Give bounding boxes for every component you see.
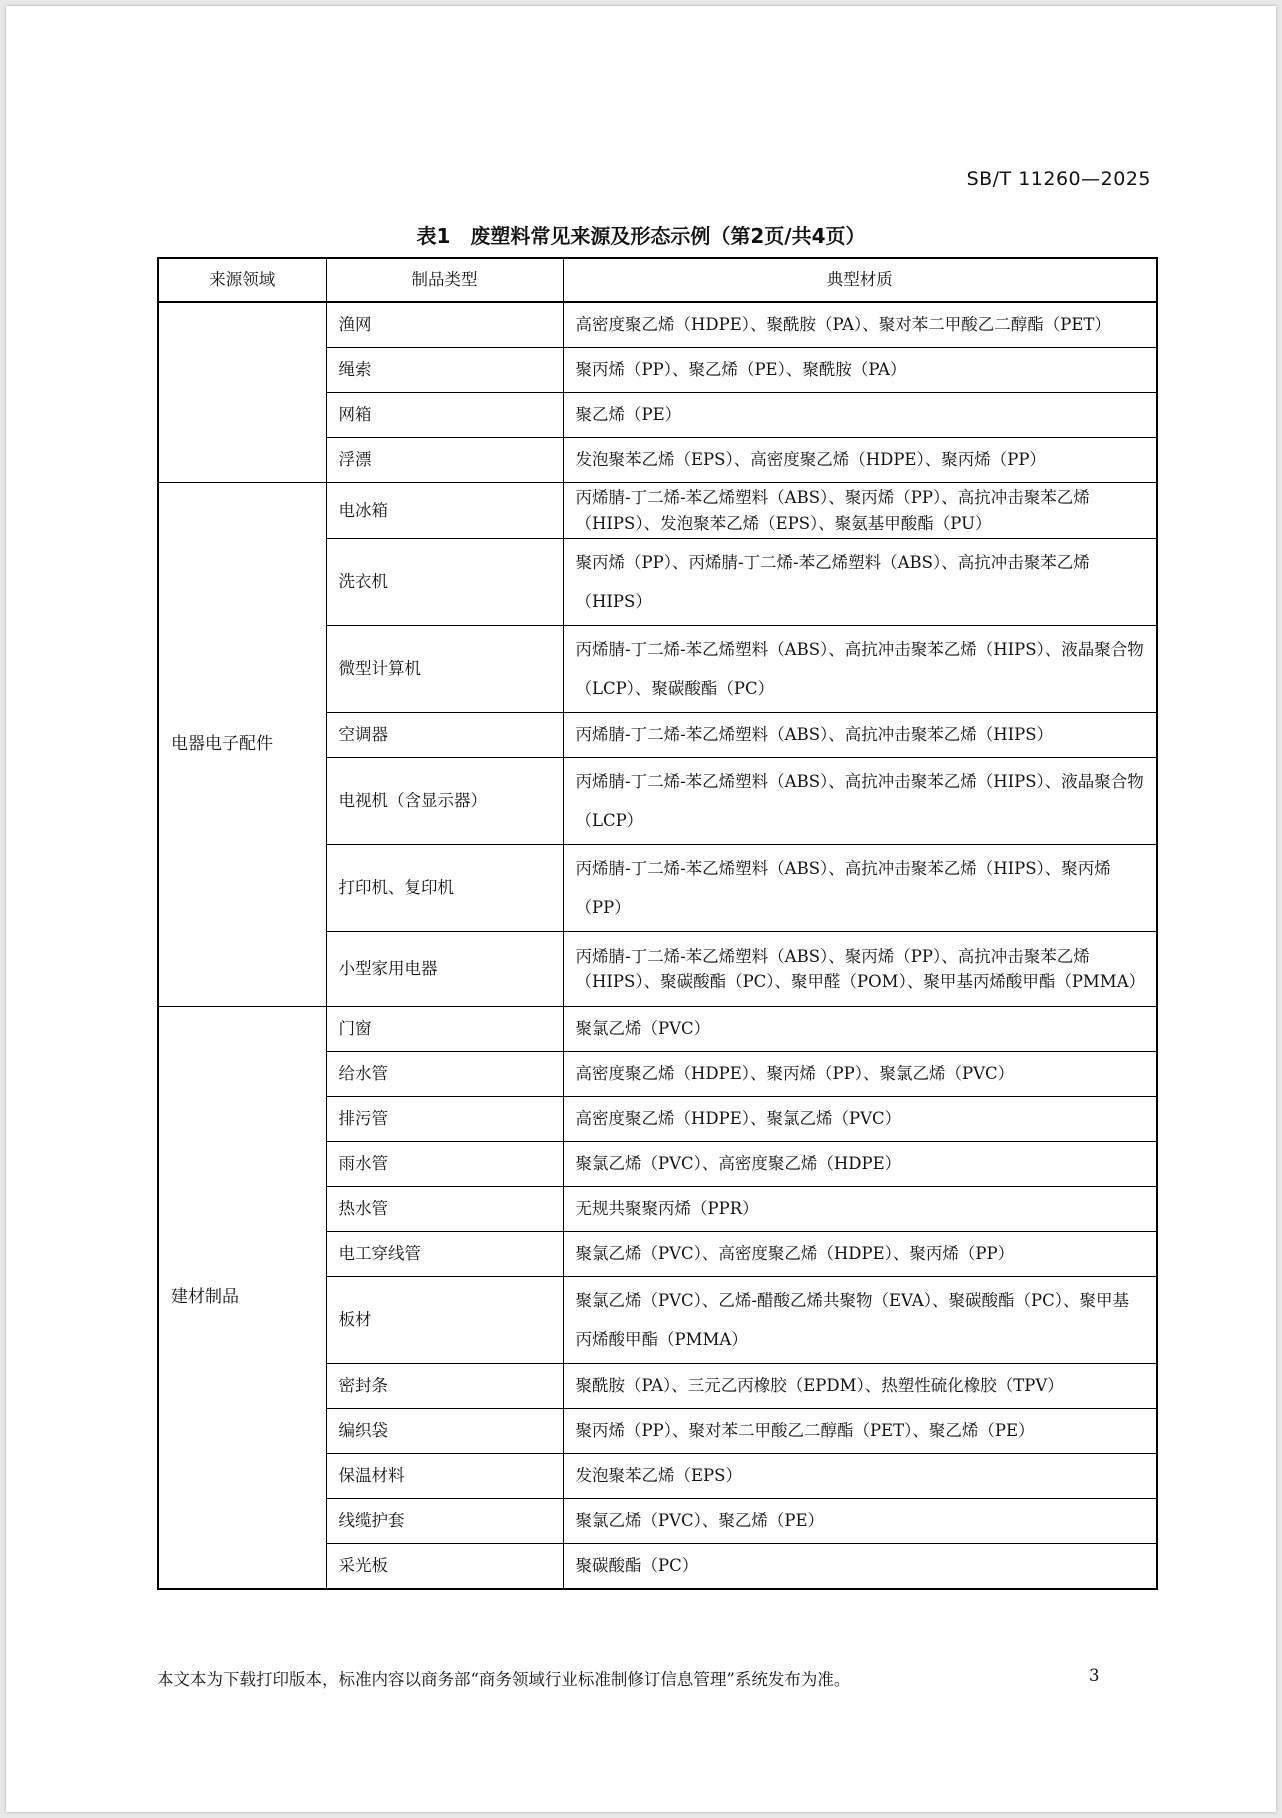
table-row bbox=[158, 483, 1157, 539]
material-cell: 高密度聚乙烯（HDPE）、聚酰胺（PA）、聚对苯二甲酸乙二醇酯（PET） bbox=[563, 302, 1157, 348]
product-cell: 采光板 bbox=[326, 1544, 563, 1590]
material-cell: 聚丙烯（PP）、丙烯腈-丁二烯-苯乙烯塑料（ABS）、高抗冲击聚苯乙烯（HIPS） bbox=[563, 539, 1157, 626]
product-cell: 网箱 bbox=[326, 393, 563, 438]
product-cell: 小型家用电器 bbox=[326, 932, 563, 1007]
material-cell: 丙烯腈-丁二烯-苯乙烯塑料（ABS）、高抗冲击聚苯乙烯（HIPS）、液晶聚合物（LCP） bbox=[563, 758, 1157, 845]
footer-note: 本文本为下载打印版本，标准内容以商务部“商务领域行业标准制修订信息管理”系统发布为准。 bbox=[157, 1670, 851, 1689]
table-row bbox=[158, 302, 1157, 348]
material-cell: 聚氯乙烯（PVC） bbox=[563, 1007, 1157, 1052]
material-cell: 丙烯腈-丁二烯-苯乙烯塑料（ABS）、高抗冲击聚苯乙烯（HIPS）、液晶聚合物（LCP）、聚碳酸酯（PC） bbox=[563, 626, 1157, 713]
material-cell: 聚氯乙烯（PVC）、聚乙烯（PE） bbox=[563, 1499, 1157, 1544]
material-cell: 聚丙烯（PP）、聚乙烯（PE）、聚酰胺（PA） bbox=[563, 348, 1157, 393]
product-cell: 浮漂 bbox=[326, 438, 563, 483]
product-cell: 编织袋 bbox=[326, 1409, 563, 1454]
product-cell: 排污管 bbox=[326, 1097, 563, 1142]
table-row bbox=[158, 1007, 1157, 1052]
product-cell: 洗衣机 bbox=[326, 539, 563, 626]
material-cell: 丙烯腈-丁二烯-苯乙烯塑料（ABS）、高抗冲击聚苯乙烯（HIPS） bbox=[563, 713, 1157, 758]
product-cell: 雨水管 bbox=[326, 1142, 563, 1187]
product-cell: 热水管 bbox=[326, 1187, 563, 1232]
material-cell: 发泡聚苯乙烯（EPS） bbox=[563, 1454, 1157, 1499]
domain-cell bbox=[158, 302, 326, 483]
column-header-domain: 来源领域 bbox=[158, 258, 326, 302]
material-cell: 无规共聚聚丙烯（PPR） bbox=[563, 1187, 1157, 1232]
product-cell: 保温材料 bbox=[326, 1454, 563, 1499]
product-cell: 线缆护套 bbox=[326, 1499, 563, 1544]
material-cell: 聚酰胺（PA）、三元乙丙橡胶（EPDM）、热塑性硫化橡胶（TPV） bbox=[563, 1364, 1157, 1409]
column-header-material: 典型材质 bbox=[563, 258, 1157, 302]
material-cell: 聚氯乙烯（PVC）、乙烯-醋酸乙烯共聚物（EVA）、聚碳酸酯（PC）、聚甲基丙烯酸甲酯（PMMA） bbox=[563, 1277, 1157, 1364]
plastic-sources-table bbox=[157, 257, 1158, 1590]
material-cell: 聚乙烯（PE） bbox=[563, 393, 1157, 438]
product-cell: 给水管 bbox=[326, 1052, 563, 1097]
material-cell: 聚丙烯（PP）、聚对苯二甲酸乙二醇酯（PET）、聚乙烯（PE） bbox=[563, 1409, 1157, 1454]
domain-cell: 电器电子配件 bbox=[158, 483, 326, 1007]
material-cell: 聚碳酸酯（PC） bbox=[563, 1544, 1157, 1590]
document-page bbox=[6, 6, 1276, 1812]
material-cell: 丙烯腈-丁二烯-苯乙烯塑料（ABS）、高抗冲击聚苯乙烯（HIPS）、聚丙烯（PP） bbox=[563, 845, 1157, 932]
table-title: 表1 废塑料常见来源及形态示例（第2页/共4页） bbox=[416, 224, 866, 248]
product-cell: 打印机、复印机 bbox=[326, 845, 563, 932]
product-cell: 空调器 bbox=[326, 713, 563, 758]
material-cell: 高密度聚乙烯（HDPE）、聚丙烯（PP）、聚氯乙烯（PVC） bbox=[563, 1052, 1157, 1097]
material-cell: 发泡聚苯乙烯（EPS）、高密度聚乙烯（HDPE）、聚丙烯（PP） bbox=[563, 438, 1157, 483]
material-cell: 聚氯乙烯（PVC）、高密度聚乙烯（HDPE）、聚丙烯（PP） bbox=[563, 1232, 1157, 1277]
product-cell: 电视机（含显示器） bbox=[326, 758, 563, 845]
page-number: 3 bbox=[1089, 1666, 1100, 1685]
column-header-product: 制品类型 bbox=[326, 258, 563, 302]
product-cell: 绳索 bbox=[326, 348, 563, 393]
product-cell: 板材 bbox=[326, 1277, 563, 1364]
product-cell: 密封条 bbox=[326, 1364, 563, 1409]
table-header-row bbox=[158, 258, 1157, 302]
product-cell: 微型计算机 bbox=[326, 626, 563, 713]
material-cell: 丙烯腈-丁二烯-苯乙烯塑料（ABS）、聚丙烯（PP）、高抗冲击聚苯乙烯（HIPS）、聚碳酸酯（PC）、聚甲醛（POM）、聚甲基丙烯酸甲酯（PMMA） bbox=[563, 932, 1157, 1007]
product-cell: 电工穿线管 bbox=[326, 1232, 563, 1277]
standard-code: SB/T 11260—2025 bbox=[966, 168, 1151, 190]
product-cell: 电冰箱 bbox=[326, 483, 563, 539]
material-cell: 高密度聚乙烯（HDPE）、聚氯乙烯（PVC） bbox=[563, 1097, 1157, 1142]
product-cell: 门窗 bbox=[326, 1007, 563, 1052]
material-cell: 丙烯腈-丁二烯-苯乙烯塑料（ABS）、聚丙烯（PP）、高抗冲击聚苯乙烯（HIPS）、发泡聚苯乙烯（EPS）、聚氨基甲酸酯（PU） bbox=[563, 483, 1157, 539]
material-cell: 聚氯乙烯（PVC）、高密度聚乙烯（HDPE） bbox=[563, 1142, 1157, 1187]
domain-cell: 建材制品 bbox=[158, 1007, 326, 1590]
product-cell: 渔网 bbox=[326, 302, 563, 348]
